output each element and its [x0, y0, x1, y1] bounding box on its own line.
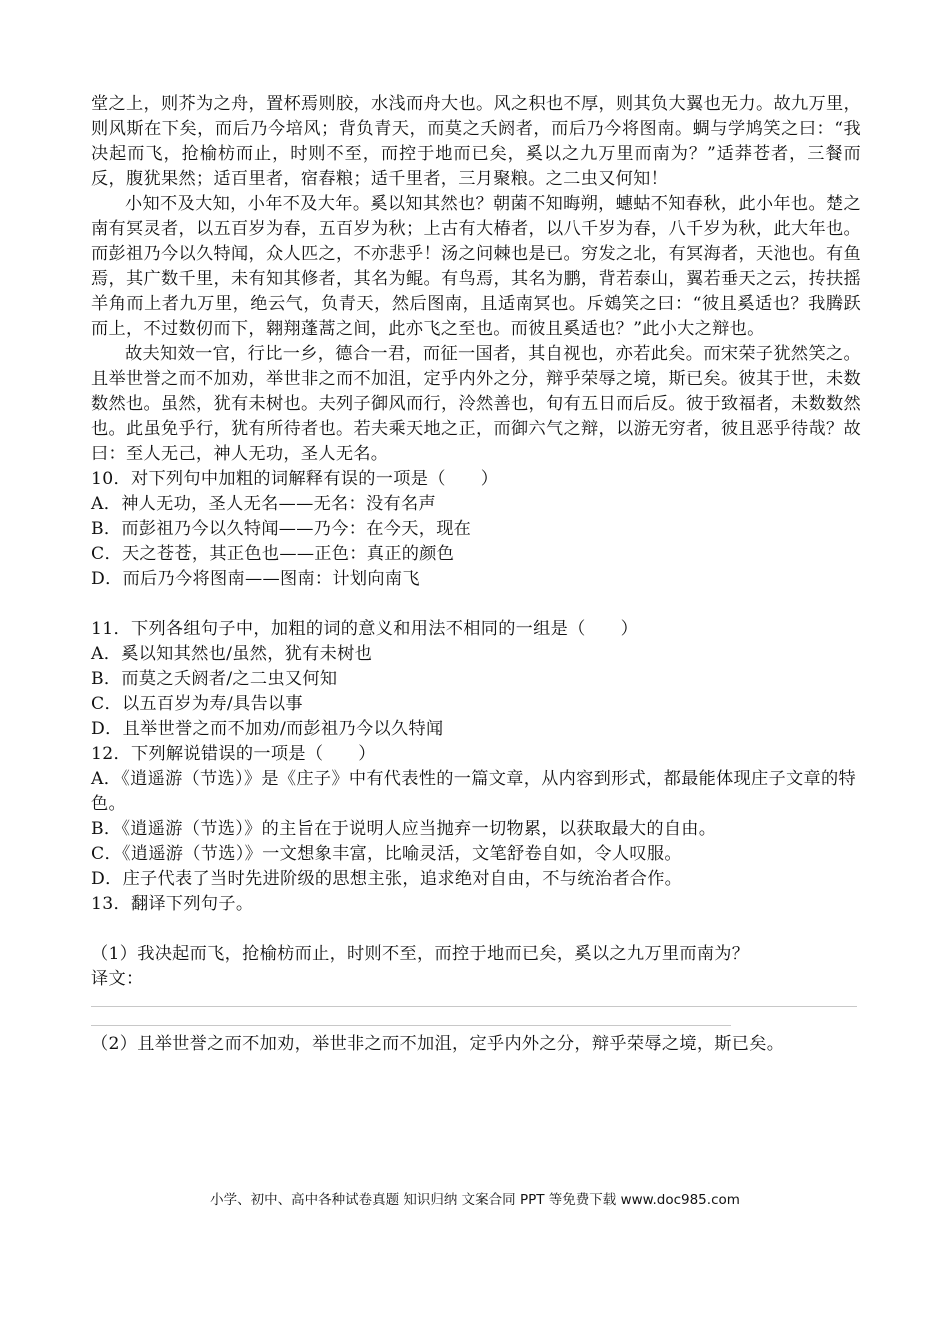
spacer	[91, 592, 861, 617]
question-13	[91, 892, 861, 1057]
page-footer: 小学、初中、高中各种试卷真题 知识归纳 文案合同 PPT 等免费下载 www.doc985.com	[210, 1192, 740, 1208]
spacer	[91, 917, 861, 942]
question-12-option-c: C．《逍遥游（节选）》一文想象丰富，比喻灵活，文笔舒卷自如，令人叹服。	[91, 844, 682, 864]
question-11-option-b: B．而莫之夭阏者/之二虫又何知	[91, 669, 338, 689]
passage-paragraph-1: 堂之上，则芥为之舟，置杯焉则胶，水浅而舟大也。风之积也不厚，则其负大翼也无力。故九万里，则风斯在下矣，而后乃今培风；背负青天，而莫之夭阏者，而后乃今将图南。蜩与学鸠笑之曰：“我决起而飞，抢榆枋而止，时则不至，而控于地而已矣，奚以之九万里而南为？”适莽苍者，三餐而反，腹犹果然；适百里者，宿舂粮；适千里者，三月聚粮。之二虫又何知！	[91, 94, 861, 189]
question-11-stem: 11．下列各组句子中，加粗的词的意义和用法不相同的一组是（ ）	[91, 619, 639, 639]
question-11	[91, 617, 861, 742]
question-11-option-d: D．且举世誉之而不加劝/而彭祖乃今以久特闻	[91, 719, 444, 739]
question-13-item-1: （1）我决起而飞，抢榆枋而止，时则不至，而控于地而已矣，奚以之九万里而南为？	[91, 944, 750, 964]
passage-paragraph-3: 故夫知效一官，行比一乡，德合一君，而征一国者，其自视也，亦若此矣。而宋荣子犹然笑之。且举世誉之而不加劝，举世非之而不加沮，定乎内外之分，辩乎荣辱之境，斯已矣。彼其于世，未数数然也。虽然，犹有未树也。夫列子御风而行，泠然善也，旬有五日而后反。彼于致福者，未数数然也。此虽免乎行，犹有所待者也。若夫乘天地之正，而御六气之辩，以游无穷者，彼且恶乎待哉？故曰：至人无己，神人无功，圣人无名。	[91, 344, 861, 464]
passage-paragraph-2: 小知不及大知，小年不及大年。奚以知其然也？朝菌不知晦朔，蟪蛄不知春秋，此小年也。楚之南有冥灵者，以五百岁为春，五百岁为秋；上古有大椿者，以八千岁为春，八千岁为秋，此大年也。而彭祖乃今以久特闻，众人匹之，不亦悲乎！汤之问棘也是已。穷发之北，有冥海者，天池也。有鱼焉，其广数千里，未有知其修者，其名为鲲。有鸟焉，其名为鹏，背若泰山，翼若垂天之云，抟扶摇羊角而上者九万里，绝云气，负青天，然后图南，且适南冥也。斥鴳笑之曰：“彼且奚适也？我腾跃而上，不过数仞而下，翱翔蓬蒿之间，此亦飞之至也。而彼且奚适也？”此小大之辩也。	[91, 194, 861, 339]
question-10-stem: 10．对下列句中加粗的词解释有误的一项是（ ）	[91, 469, 499, 489]
document-body	[91, 92, 861, 1057]
question-11-option-c: C．以五百岁为寿/具告以事	[91, 694, 303, 714]
question-10-option-d: D．而后乃今将图南——图南：计划向南飞	[91, 569, 420, 589]
question-12-stem: 12．下列解说错误的一项是（ ）	[91, 744, 376, 764]
question-12	[91, 742, 861, 892]
answer-line	[91, 1025, 731, 1026]
question-10	[91, 467, 861, 592]
question-12-option-a: A．《逍遥游（节选）》是《庄子》中有代表性的一篇文章，从内容到形式，都最能体现庄子文章的特色。	[91, 769, 856, 814]
answer-line	[91, 1006, 857, 1007]
question-10-option-c: C．天之苍苍，其正色也——正色：真正的颜色	[91, 544, 455, 564]
question-10-option-a: A．神人无功，圣人无名——无名：没有名声	[91, 494, 436, 514]
question-10-option-b: B．而彭祖乃今以久特闻——乃今：在今天，现在	[91, 519, 472, 539]
question-12-option-d: D．庄子代表了当时先进阶级的思想主张，追求绝对自由，不与统治者合作。	[91, 869, 683, 889]
question-13-stem: 13．翻译下列句子。	[91, 894, 254, 914]
answer-label: 译文：	[91, 969, 144, 989]
question-11-option-a: A．奚以知其然也/虽然，犹有未树也	[91, 644, 373, 664]
question-13-item-2: （2）且举世誉之而不加劝，举世非之而不加沮，定乎内外之分，辩乎荣辱之境，斯已矣。	[91, 1034, 785, 1054]
question-12-option-b: B．《逍遥游（节选）》的主旨在于说明人应当抛弃一切物累，以获取最大的自由。	[91, 819, 717, 839]
